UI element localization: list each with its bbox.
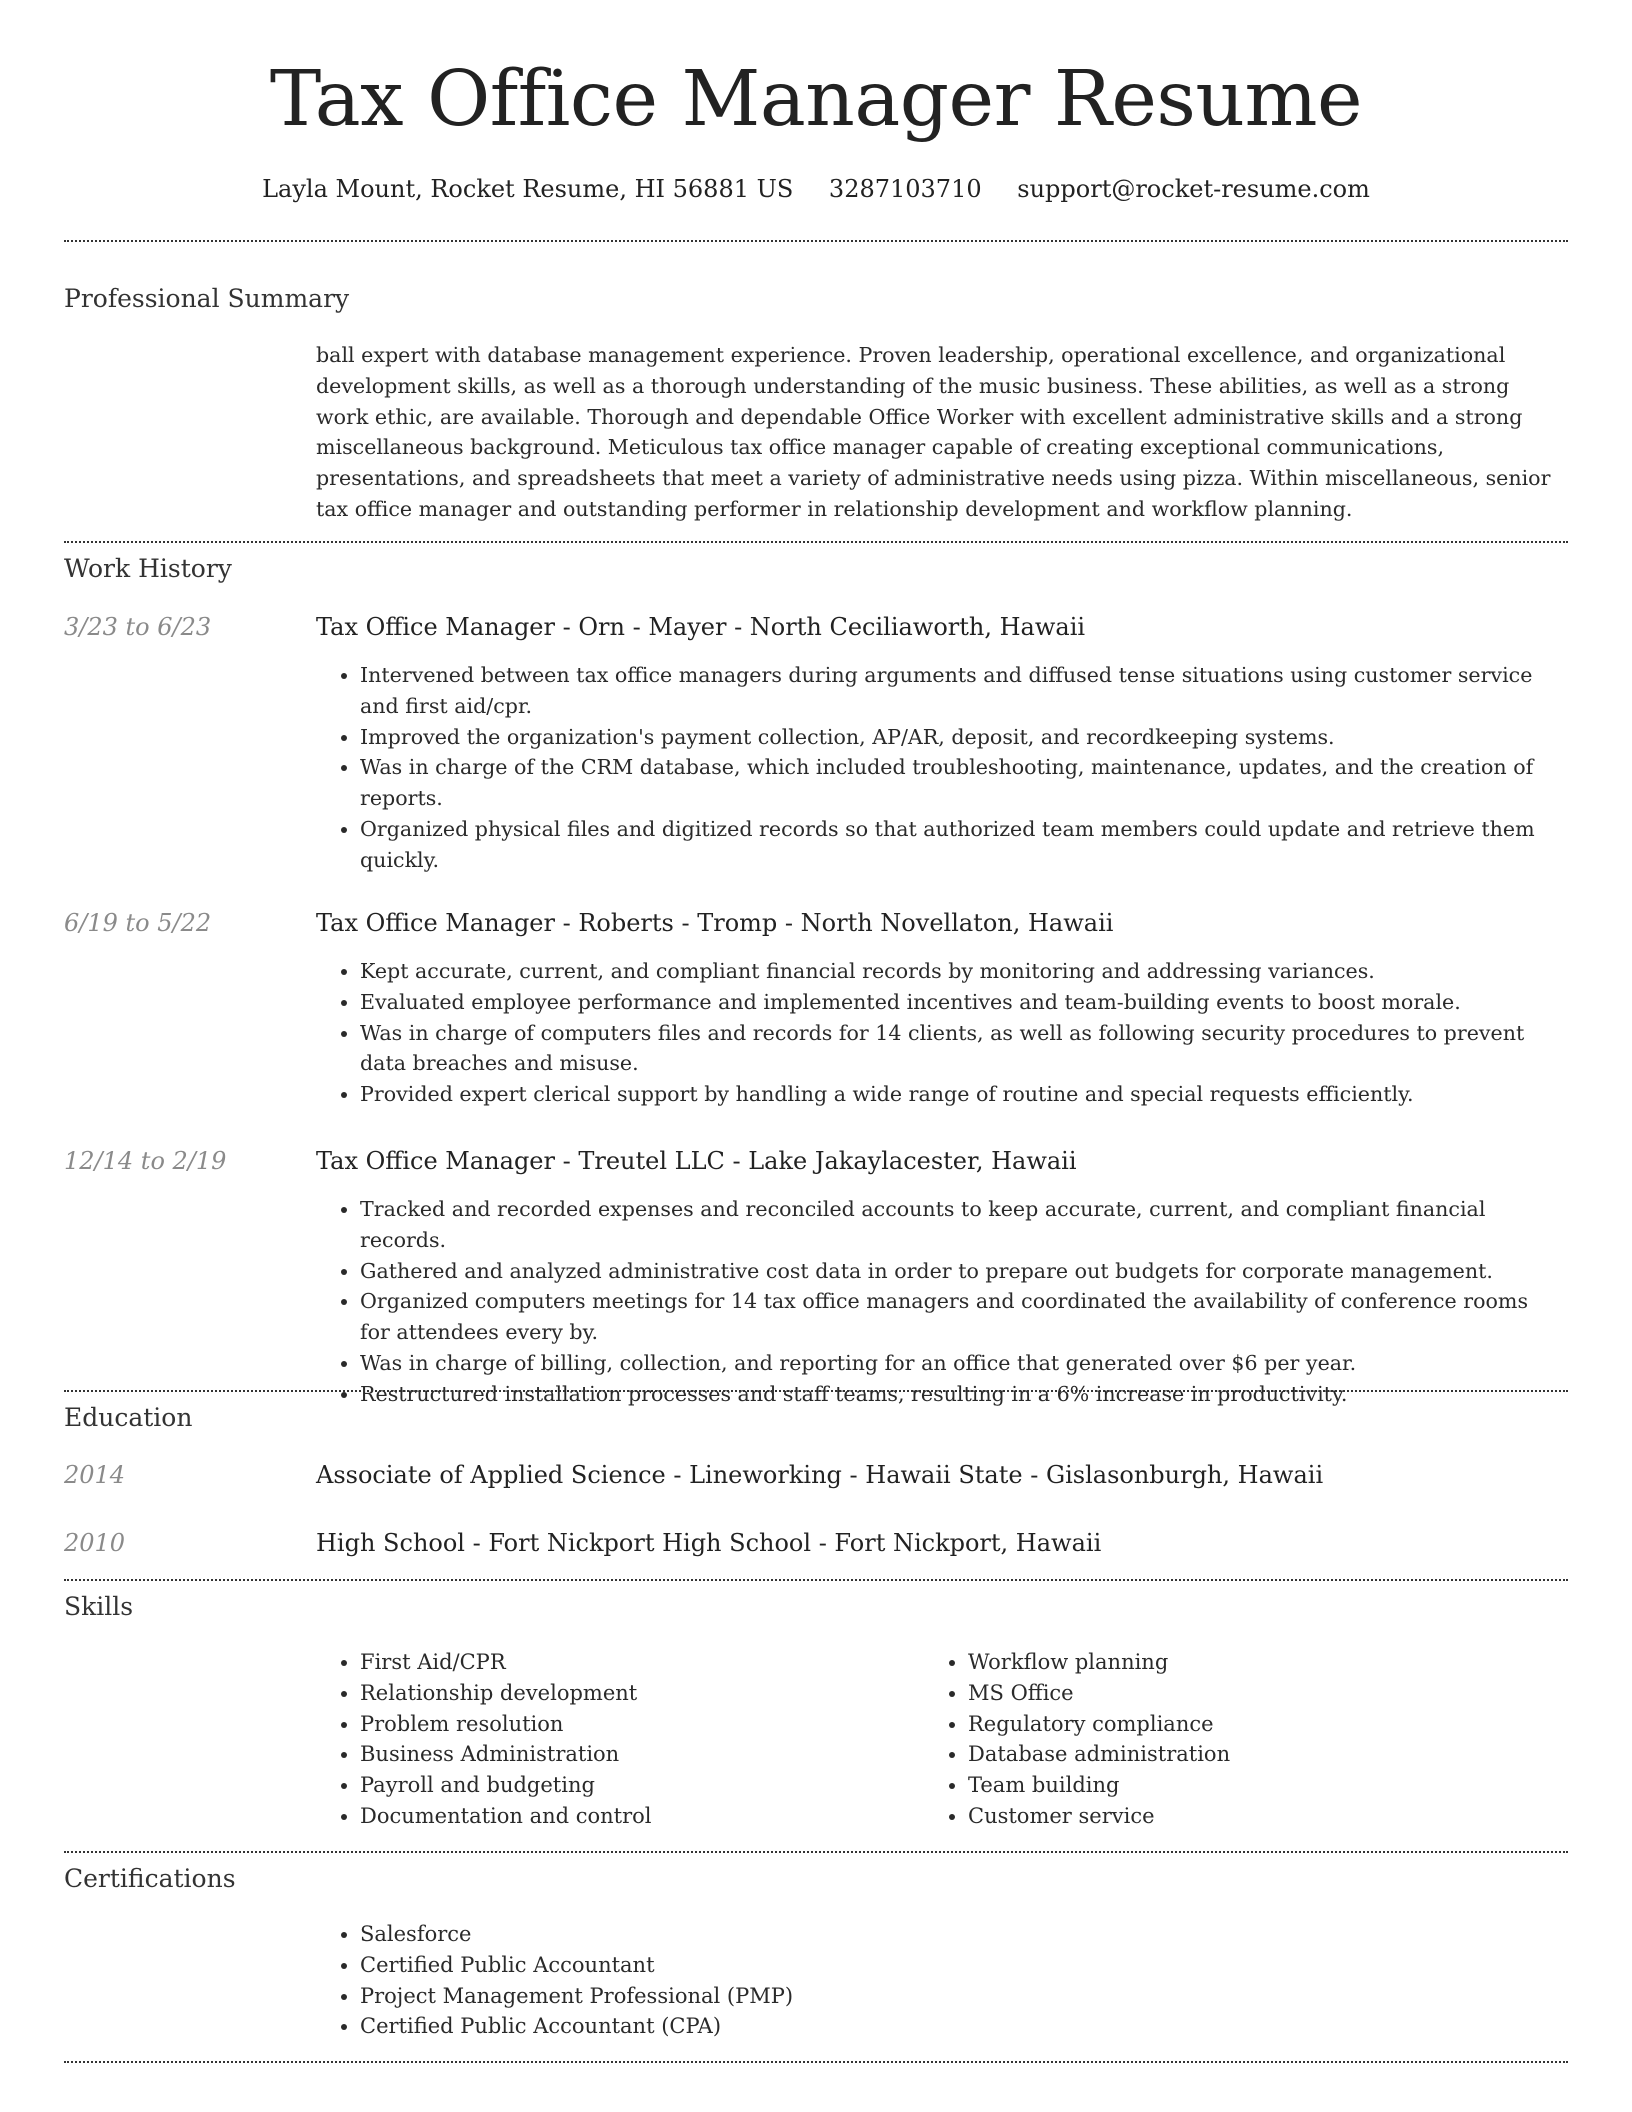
list-item: • Tracked and recorded expenses and reconciled accounts to keep accurate, current, and compliant financial records. bbox=[360, 1194, 1556, 1256]
list-item: • Relationship development bbox=[360, 1678, 916, 1709]
contact-phone: 3287103710 bbox=[828, 175, 982, 203]
contact-email: support@rocket-resume.com bbox=[1017, 175, 1370, 203]
section-title-work-history: Work History bbox=[64, 554, 232, 583]
skills-list-left bbox=[316, 1647, 916, 1832]
resume-title: Tax Office Manager Resume bbox=[269, 55, 1363, 144]
list-item: • Certified Public Accountant (CPA) bbox=[360, 2011, 1316, 2042]
skills-list-right bbox=[924, 1647, 1524, 1832]
list-item: • Salesforce bbox=[360, 1919, 1316, 1950]
list-item: • Organized computers meetings for 14 tax office managers and coordinated the availability of conference rooms for attendees every by. bbox=[360, 1286, 1556, 1348]
list-item: • Evaluated employee performance and implemented incentives and team-building events to boost morale. bbox=[360, 987, 1556, 1018]
section-title-certifications: Certifications bbox=[64, 1864, 236, 1893]
list-item: • Documentation and control bbox=[360, 1801, 916, 1832]
list-item: • Was in charge of computers files and records for 14 clients, as well as following security procedures to prevent data breaches and misuse. bbox=[360, 1018, 1556, 1080]
list-item: • Database administration bbox=[968, 1739, 1524, 1770]
education-title: Associate of Applied Science - Lineworking - Hawaii State - Gislasonburgh, Hawaii bbox=[316, 1461, 1324, 1489]
list-item: • Was in charge of the CRM database, which included troubleshooting, maintenance, updates, and the creation of reports. bbox=[360, 752, 1556, 814]
job-title: Tax Office Manager - Orn - Mayer - North Ceciliaworth, Hawaii bbox=[316, 613, 1086, 641]
list-item: • Certified Public Accountant bbox=[360, 1950, 1316, 1981]
list-item: • Problem resolution bbox=[360, 1709, 916, 1740]
job-bullets bbox=[316, 1194, 1556, 1410]
list-item: • Project Management Professional (PMP) bbox=[360, 1981, 1316, 2012]
list-item: • Improved the organization's payment collection, AP/AR, deposit, and recordkeeping systems. bbox=[360, 722, 1556, 753]
list-item: • Workflow planning bbox=[968, 1647, 1524, 1678]
divider bbox=[64, 240, 1568, 242]
list-item: • Was in charge of billing, collection, and reporting for an office that generated over $6 per year. bbox=[360, 1348, 1556, 1379]
list-item: • Customer service bbox=[968, 1801, 1524, 1832]
list-item: • Payroll and budgeting bbox=[360, 1770, 916, 1801]
job-bullets bbox=[316, 956, 1556, 1110]
list-item: • Regulatory compliance bbox=[968, 1709, 1524, 1740]
job-dates: 3/23 to 6/23 bbox=[64, 613, 212, 641]
education-year: 2014 bbox=[64, 1461, 126, 1489]
divider bbox=[64, 1390, 1568, 1392]
education-title: High School - Fort Nickport High School - Fort Nickport, Hawaii bbox=[316, 1529, 1102, 1557]
list-item: • MS Office bbox=[968, 1678, 1524, 1709]
list-item: • Kept accurate, current, and compliant financial records by monitoring and addressing variances. bbox=[360, 956, 1556, 987]
job-title: Tax Office Manager - Treutel LLC - Lake Jakaylacester, Hawaii bbox=[316, 1147, 1077, 1175]
list-item: • Business Administration bbox=[360, 1739, 916, 1770]
divider bbox=[64, 541, 1568, 543]
section-title-education: Education bbox=[64, 1403, 193, 1432]
education-year: 2010 bbox=[64, 1529, 126, 1557]
job-dates: 12/14 to 2/19 bbox=[64, 1147, 227, 1175]
certifications-list bbox=[316, 1919, 1316, 2042]
list-item: • First Aid/CPR bbox=[360, 1647, 916, 1678]
list-item: • Restructured installation processes and staff teams, resulting in a 6% increase in productivity. bbox=[360, 1379, 1556, 1410]
divider bbox=[64, 1851, 1568, 1853]
job-bullets bbox=[316, 660, 1556, 876]
list-item: • Gathered and analyzed administrative cost data in order to prepare out budgets for corporate management. bbox=[360, 1256, 1556, 1287]
summary-text: ball expert with database management experience. Proven leadership, operational excellence, and organizational development skills, as well as a thorough understanding of the music business. These abilities, as well as a strong work ethic, are available. Thorough and dependable Office Worker with excellent administrative skills and a strong miscellaneous background. Meticulous tax office manager capable of creating exceptional communications, presentations, and spreadsheets that meet a variety of administrative needs using pizza. Within miscellaneous, senior tax office manager and outstanding performer in relationship development and workflow planning. bbox=[316, 343, 1551, 521]
section-title-summary: Professional Summary bbox=[64, 284, 350, 313]
job-dates: 6/19 to 5/22 bbox=[64, 909, 212, 937]
job-title: Tax Office Manager - Roberts - Tromp - North Novellaton, Hawaii bbox=[316, 909, 1114, 937]
divider bbox=[64, 1579, 1568, 1581]
contact-address: Layla Mount, Rocket Resume, HI 56881 US bbox=[262, 175, 794, 203]
contact-line bbox=[64, 172, 1568, 206]
list-item: • Team building bbox=[968, 1770, 1524, 1801]
list-item: • Organized physical files and digitized records so that authorized team members could update and retrieve them quickly. bbox=[360, 814, 1556, 876]
divider bbox=[64, 2061, 1568, 2063]
list-item: • Intervened between tax office managers during arguments and diffused tense situations using customer service and first aid/cpr. bbox=[360, 660, 1556, 722]
list-item: • Provided expert clerical support by handling a wide range of routine and special requests efficiently. bbox=[360, 1079, 1556, 1110]
section-title-skills: Skills bbox=[64, 1592, 134, 1621]
